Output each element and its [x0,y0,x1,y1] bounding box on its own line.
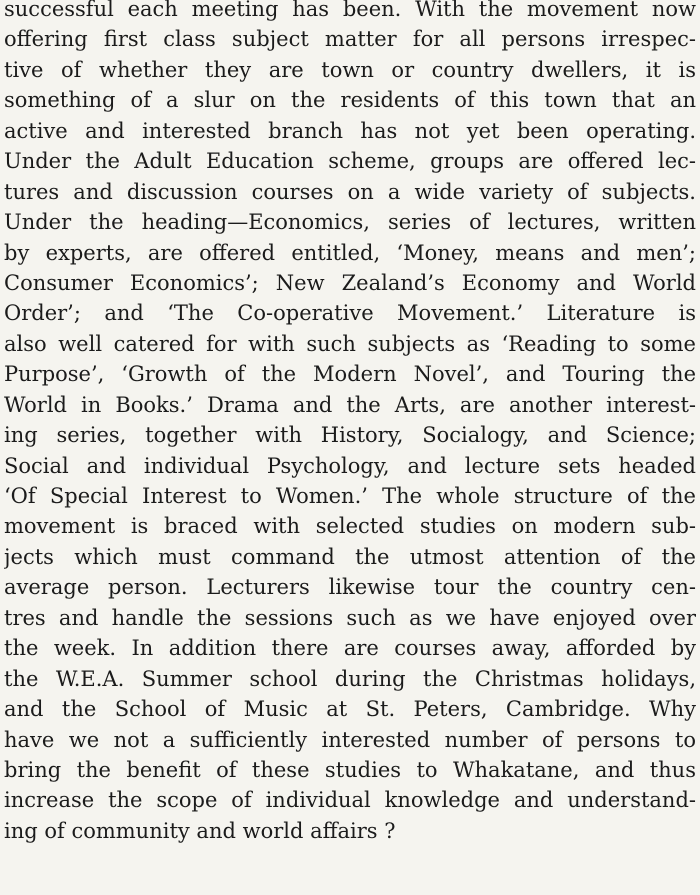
text-line: average person. Lecturers likewise tour the country cen- [4,575,696,600]
text-line: Social and individual Psychology, and lecture sets headed [4,453,696,478]
text-line: bring the benefit of these studies to Whakatane, and thus [4,757,696,782]
text-line: and the School of Music at St. Peters, Cambridge. Why [4,697,696,722]
text-line: have we not a sufficiently interested number of persons to [4,727,696,752]
text-line: ‘Of Special Interest to Women.’ The whole structure of the [4,484,696,508]
text-line: ing series, together with History, Socialogy, and Science; [4,423,696,448]
text-line: ing of community and world affairs ? [4,818,396,843]
text-line: Purpose’, ‘Growth of the Modern Novel’, and Touring the [4,362,696,387]
text-line: offering first class subject matter for all persons irrespec- [4,27,696,52]
text-line: by experts, are offered entitled, ‘Money, means and men’; [4,240,696,265]
text-line: World in Books.’ Drama and the Arts, are another interest- [4,392,696,417]
text-line: active and interested branch has not yet been operating. [4,118,696,143]
text-line: movement is braced with selected studies on modern sub- [4,514,696,539]
text-line: the W.E.A. Summer school during the Christmas holidays, [4,666,696,691]
text-line: tive of whether they are town or country dwellers, it is [4,57,696,82]
text-line: also well catered for with such subjects as ‘Reading to some [4,331,696,356]
text-line: increase the scope of individual knowledge and understand- [4,788,696,813]
article-text [4,0,696,846]
text-line: tures and discussion courses on a wide variety of subjects. [4,179,696,204]
text-line: Order’; and ‘The Co-operative Movement.’ Literature is [4,301,696,326]
text-line: Under the Adult Education scheme, groups are offered lec- [4,149,696,174]
text-line: Under the heading—Economics, series of lectures, written [4,210,696,235]
text-line: tres and handle the sessions such as we have enjoyed over [4,605,696,630]
text-line: something of a slur on the residents of this town that an [4,88,696,113]
text-line: Consumer Economics’; New Zealand’s Economy and World [4,270,696,295]
text-line: successful each meeting has been. With the movement now [4,0,696,21]
text-line: jects which must command the utmost attention of the [4,544,696,569]
text-line: the week. In addition there are courses away, afforded by [4,636,696,661]
